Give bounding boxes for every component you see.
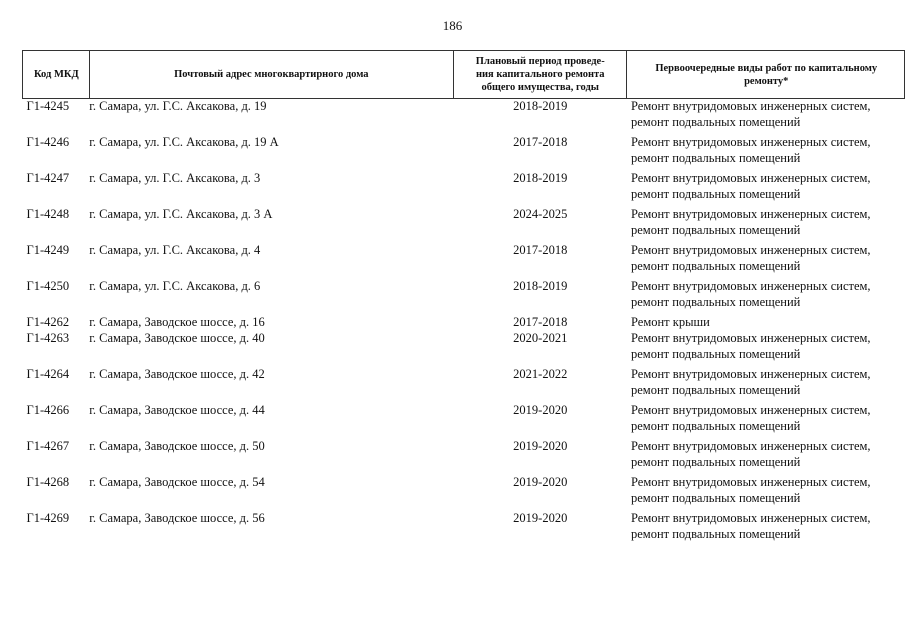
row-works <box>627 439 905 475</box>
table-row <box>23 279 905 315</box>
row-address: г. Самара, ул. Г.С. Аксакова, д. 3 А <box>89 207 273 221</box>
row-works <box>627 243 905 279</box>
row-works <box>627 279 905 315</box>
header-period-line: ния капитального ремонта <box>475 69 605 80</box>
row-code: Г1-4267 <box>26 439 70 453</box>
row-address: г. Самара, ул. Г.С. Аксакова, д. 6 <box>89 279 261 293</box>
row-works-line: Ремонт внутридомовых инженерных систем, <box>630 135 871 149</box>
row-works-line: Ремонт внутридомовых инженерных систем, <box>630 207 871 221</box>
row-code: Г1-4246 <box>26 135 70 149</box>
table-row <box>23 439 905 475</box>
table-row <box>23 403 905 439</box>
row-address: г. Самара, Заводское шоссе, д. 40 <box>89 331 265 345</box>
header-address: Почтовый адрес многоквартирного дома <box>89 51 453 99</box>
row-code: Г1-4269 <box>26 511 70 525</box>
row-address: г. Самара, Заводское шоссе, д. 50 <box>89 439 265 453</box>
row-works-line: Ремонт внутридомовых инженерных систем, <box>630 367 871 381</box>
table-row <box>23 207 905 243</box>
table-body <box>23 99 905 548</box>
row-works <box>627 135 905 171</box>
row-works-line: ремонт подвальных помещений <box>630 346 801 361</box>
row-works <box>627 171 905 207</box>
row-code: Г1-4266 <box>26 403 70 417</box>
row-works-line: Ремонт внутридомовых инженерных систем, <box>630 243 871 257</box>
row-period: 2019-2020 <box>513 439 568 453</box>
header-works-line: ремонту* <box>744 75 789 87</box>
page-number: 186 <box>442 18 463 33</box>
row-works <box>627 99 905 136</box>
row-code: Г1-4264 <box>26 367 70 381</box>
row-works-line: ремонт подвальных помещений <box>630 294 801 309</box>
row-code: Г1-4245 <box>26 99 70 113</box>
row-period: 2018-2019 <box>513 99 568 113</box>
row-works <box>627 207 905 243</box>
row-period: 2017-2018 <box>513 135 568 149</box>
row-works-line: ремонт подвальных помещений <box>630 490 801 505</box>
row-works <box>627 403 905 439</box>
row-period: 2018-2019 <box>513 171 568 185</box>
row-works-line: ремонт подвальных помещений <box>630 258 801 273</box>
row-works <box>627 331 905 367</box>
table-row <box>23 315 905 331</box>
row-works-line: Ремонт внутридомовых инженерных систем, <box>630 279 871 293</box>
row-address: г. Самара, Заводское шоссе, д. 16 <box>89 315 265 329</box>
table-row <box>23 135 905 171</box>
row-address: г. Самара, ул. Г.С. Аксакова, д. 4 <box>89 243 261 257</box>
row-works <box>627 475 905 511</box>
row-works-line: ремонт подвальных помещений <box>630 114 801 129</box>
row-works-line: Ремонт внутридомовых инженерных систем, <box>630 331 871 345</box>
row-address: г. Самара, Заводское шоссе, д. 54 <box>89 475 265 489</box>
table-row <box>23 331 905 367</box>
header-period <box>454 51 627 99</box>
row-works-line: ремонт подвальных помещений <box>630 150 801 165</box>
row-period: 2019-2020 <box>513 403 568 417</box>
row-period: 2019-2020 <box>513 511 568 525</box>
row-period: 2021-2022 <box>513 367 568 381</box>
row-code: Г1-4248 <box>26 207 70 221</box>
row-code: Г1-4249 <box>26 243 70 257</box>
row-works-line: Ремонт внутридомовых инженерных систем, <box>630 99 871 113</box>
row-address: г. Самара, Заводское шоссе, д. 44 <box>89 403 265 417</box>
row-code: Г1-4247 <box>26 171 70 185</box>
row-works <box>627 511 905 547</box>
table-header <box>23 51 905 99</box>
row-works-line: Ремонт внутридомовых инженерных систем, <box>630 475 871 489</box>
table-row <box>23 171 905 207</box>
row-period: 2018-2019 <box>513 279 568 293</box>
row-period: 2024-2025 <box>513 207 568 221</box>
header-code: Код МКД <box>23 51 90 99</box>
row-works-line: ремонт подвальных помещений <box>630 382 801 397</box>
row-works-line: ремонт подвальных помещений <box>630 418 801 433</box>
row-works-line: Ремонт внутридомовых инженерных систем, <box>630 439 871 453</box>
row-period: 2020-2021 <box>513 331 568 345</box>
row-works <box>627 315 905 331</box>
table-row <box>23 367 905 403</box>
row-works-line: Ремонт внутридомовых инженерных систем, <box>630 511 871 525</box>
row-code: Г1-4250 <box>26 279 70 293</box>
table-row <box>23 511 905 547</box>
row-works-line: ремонт подвальных помещений <box>630 222 801 237</box>
row-code: Г1-4263 <box>26 331 70 345</box>
header-period-line: Плановый период проведе- <box>475 56 605 67</box>
row-works-line: ремонт подвальных помещений <box>630 454 801 469</box>
row-code: Г1-4262 <box>26 315 70 329</box>
row-address: г. Самара, Заводское шоссе, д. 42 <box>89 367 265 381</box>
row-address: г. Самара, ул. Г.С. Аксакова, д. 19 <box>89 99 267 113</box>
row-period: 2017-2018 <box>513 243 568 257</box>
table-row <box>23 99 905 136</box>
row-works-line: ремонт подвальных помещений <box>630 526 801 541</box>
header-period-line: общего имущества, годы <box>481 82 599 93</box>
row-works <box>627 367 905 403</box>
row-period: 2017-2018 <box>513 315 568 329</box>
header-works <box>627 51 905 99</box>
row-address: г. Самара, ул. Г.С. Аксакова, д. 19 А <box>89 135 279 149</box>
row-period: 2019-2020 <box>513 475 568 489</box>
row-works-line: Ремонт крыши <box>630 315 710 329</box>
table-row <box>23 475 905 511</box>
repair-schedule-table <box>22 50 905 547</box>
table-row <box>23 243 905 279</box>
header-works-line: Первоочередные виды работ по капитальному <box>655 62 878 74</box>
row-address: г. Самара, Заводское шоссе, д. 56 <box>89 511 265 525</box>
row-works-line: ремонт подвальных помещений <box>630 186 801 201</box>
header-row <box>23 51 905 99</box>
row-works-line: Ремонт внутридомовых инженерных систем, <box>630 403 871 417</box>
row-code: Г1-4268 <box>26 475 70 489</box>
row-address: г. Самара, ул. Г.С. Аксакова, д. 3 <box>89 171 261 185</box>
row-works-line: Ремонт внутридомовых инженерных систем, <box>630 171 871 185</box>
